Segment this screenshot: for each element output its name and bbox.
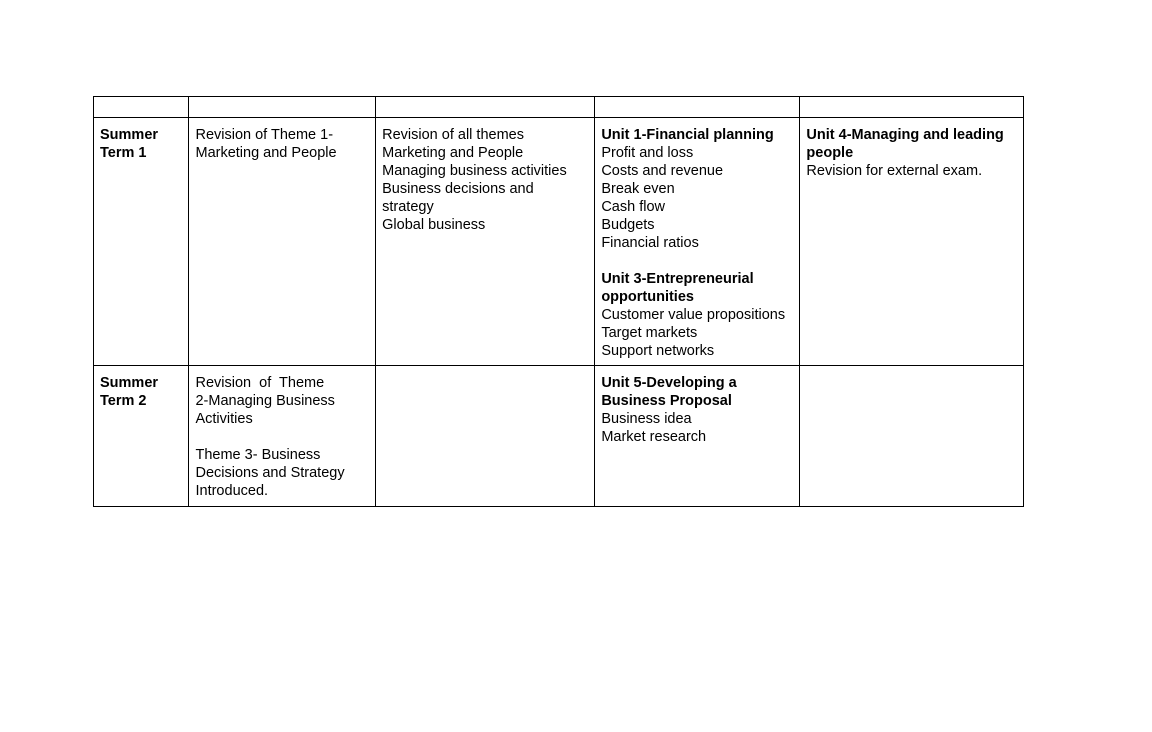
unit-item: Financial ratios bbox=[601, 235, 699, 251]
unit-title: Unit 3-Entrepreneurial opportunities bbox=[601, 271, 754, 305]
units-cell bbox=[595, 118, 800, 366]
header-cell bbox=[800, 97, 1024, 118]
cell-line: strategy bbox=[382, 199, 434, 215]
unit-item: Break even bbox=[601, 181, 675, 197]
term-label: Summer Term 2 bbox=[100, 375, 159, 409]
cell-line: Activities bbox=[195, 411, 253, 427]
cell-line: Revision of all themes bbox=[382, 127, 524, 143]
cell-line: Managing business activities bbox=[382, 163, 567, 179]
cell-line: Theme 3- Business bbox=[195, 447, 321, 463]
units-cell bbox=[800, 118, 1024, 366]
unit-item: Profit and loss bbox=[601, 145, 694, 161]
cell-line: 2-Managing Business bbox=[195, 393, 335, 409]
table-row-summer-term-2 bbox=[94, 366, 1024, 507]
cell-line: Business decisions and bbox=[382, 181, 534, 197]
cell-line: Marketing and People bbox=[382, 145, 524, 161]
cell-line: Marketing and People bbox=[195, 145, 337, 161]
units-cell bbox=[595, 366, 800, 507]
cell-line: Revision of Theme bbox=[195, 375, 325, 391]
unit-item: Cash flow bbox=[601, 199, 665, 215]
table-row-summer-term-1 bbox=[94, 118, 1024, 366]
term-cell bbox=[94, 118, 189, 366]
spacer bbox=[601, 252, 793, 270]
unit-item: Target markets bbox=[601, 325, 698, 341]
cell-line: Revision of Theme 1- bbox=[195, 127, 334, 143]
header-cell bbox=[189, 97, 376, 118]
theme-cell bbox=[189, 366, 376, 507]
unit-title: Unit 4-Managing and leading people bbox=[806, 127, 1004, 161]
revision-cell bbox=[376, 366, 595, 507]
unit-item: Customer value propositions bbox=[601, 307, 786, 323]
header-cell bbox=[595, 97, 800, 118]
cell-line: Introduced. bbox=[195, 483, 269, 499]
unit-title: Unit 1-Financial planning bbox=[601, 127, 774, 143]
cell-line: Decisions and Strategy bbox=[195, 465, 345, 481]
header-cell bbox=[376, 97, 595, 118]
unit-item: Business idea bbox=[601, 411, 692, 427]
unit-item: Budgets bbox=[601, 217, 655, 233]
curriculum-table bbox=[93, 96, 1024, 507]
unit-title: Unit 5-Developing a Business Proposal bbox=[601, 375, 737, 409]
term-cell bbox=[94, 366, 189, 507]
unit-item: Support networks bbox=[601, 343, 715, 359]
unit-item: Costs and revenue bbox=[601, 163, 724, 179]
header-cell bbox=[94, 97, 189, 118]
cell-line: Global business bbox=[382, 217, 486, 233]
spacer bbox=[195, 428, 369, 446]
term-label: Summer Term 1 bbox=[100, 127, 159, 161]
table-header-row bbox=[94, 97, 1024, 118]
theme-cell bbox=[189, 118, 376, 366]
units-cell bbox=[800, 366, 1024, 507]
unit-item: Market research bbox=[601, 429, 707, 445]
unit-item: Revision for external exam. bbox=[806, 163, 983, 179]
revision-cell bbox=[376, 118, 595, 366]
